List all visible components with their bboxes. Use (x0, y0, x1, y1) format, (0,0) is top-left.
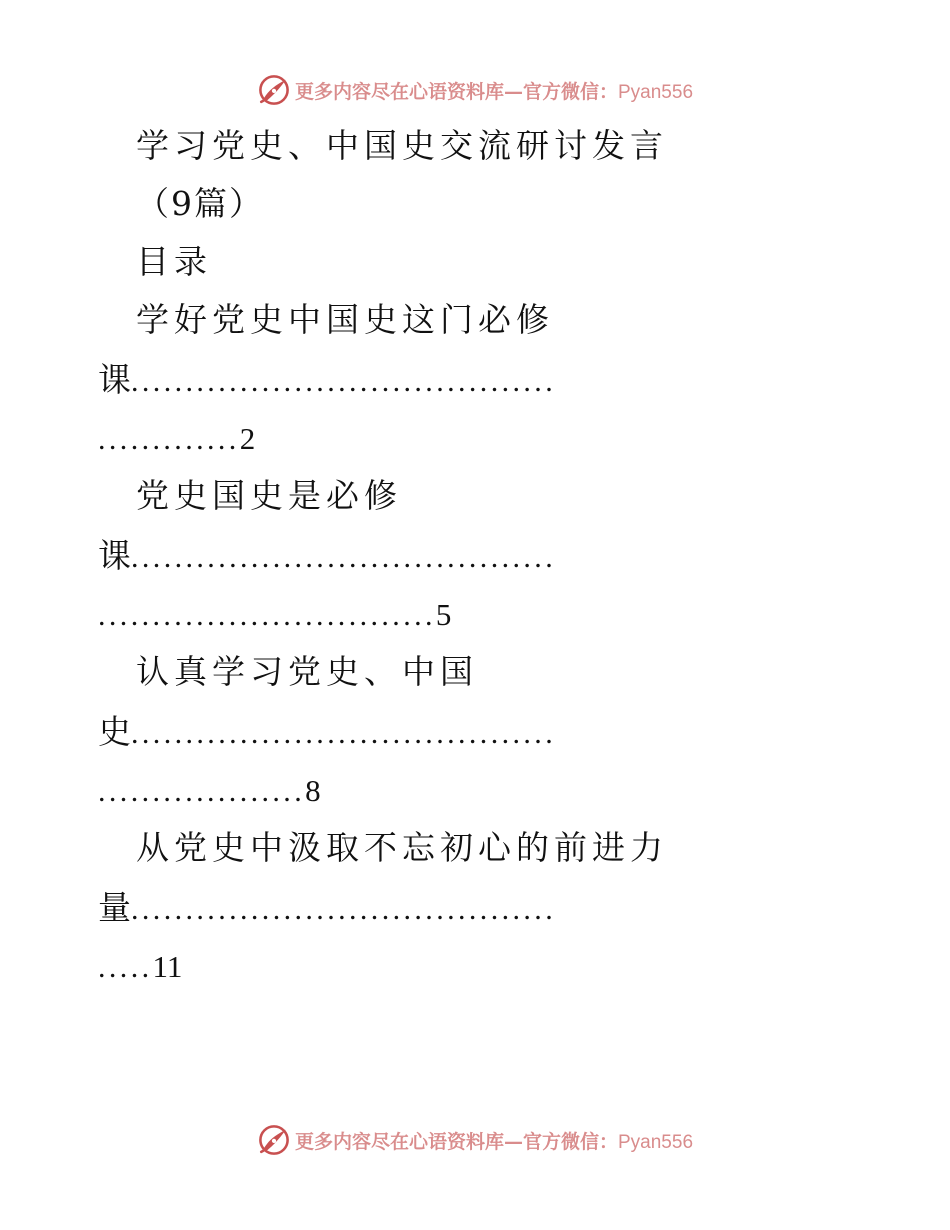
toc-entry-1-page-number: 2 (239, 421, 256, 456)
pen-nib-logo-icon (257, 1123, 291, 1157)
toc-entry-1-leader-line-1 (98, 360, 556, 402)
toc-entry-3-trail-char: 史 (98, 712, 131, 751)
watermark-wechat-id: Pyan556 (618, 1131, 694, 1153)
toc-entry-1-title: 学好党史中国史这门必修 (136, 300, 554, 339)
toc-entry-2-leader-line-2 (98, 594, 451, 636)
toc-entry-3-title: 认真学习党史、中国 (136, 652, 478, 691)
watermark-wechat-id: Pyan556 (618, 81, 694, 103)
toc-entry-2-page-number: 5 (435, 597, 452, 632)
toc-entry-4-title: 从党史中汲取不忘初心的前进力 (136, 828, 668, 867)
toc-entry-4-trail-char: 量 (98, 888, 131, 927)
document-title-line-1: 学习党史、中国史交流研讨发言 (136, 126, 668, 165)
toc-entry-4-page-number: 11 (152, 949, 183, 984)
toc-entry-1-leader-line-2 (98, 418, 255, 460)
toc-entry-2-title: 党史国史是必修 (136, 476, 402, 515)
toc-entry-2-trail-char: 课 (98, 536, 131, 575)
toc-entry-4-dots: ....................................... (131, 893, 557, 926)
toc-heading: 目录 (136, 242, 212, 281)
toc-entry-2-dots: ....................................... (131, 541, 557, 574)
toc-entry-3-dots-cont: ................... (98, 775, 306, 808)
watermark-banner-bottom (0, 1120, 950, 1160)
toc-entry-4-leader-line-1 (98, 888, 556, 930)
toc-entry-2-dots-cont: ............................... (98, 599, 436, 632)
toc-entry-3-leader-line-2 (98, 770, 321, 812)
toc-entry-2-leader-line-1 (98, 536, 556, 578)
pen-nib-logo-icon (257, 73, 291, 107)
toc-entry-3-dots: ....................................... (131, 717, 557, 750)
toc-entry-3-leader-line-1 (98, 712, 556, 754)
watermark-text: 更多内容尽在心语资料库—官方微信：Pyan556 (294, 80, 694, 103)
toc-entry-4-dots-cont: ..... (98, 951, 153, 984)
watermark-banner-top (0, 70, 950, 110)
toc-entry-1-trail-char: 课 (98, 360, 131, 399)
toc-entry-4-leader-line-2 (98, 946, 182, 988)
document-title-line-2: （9篇） (136, 184, 264, 223)
toc-entry-3-page-number: 8 (305, 773, 321, 808)
toc-entry-1-dots-cont: ............. (98, 423, 240, 456)
toc-entry-1-dots: ....................................... (131, 365, 557, 398)
watermark-text: 更多内容尽在心语资料库—官方微信：Pyan556 (294, 1130, 694, 1153)
